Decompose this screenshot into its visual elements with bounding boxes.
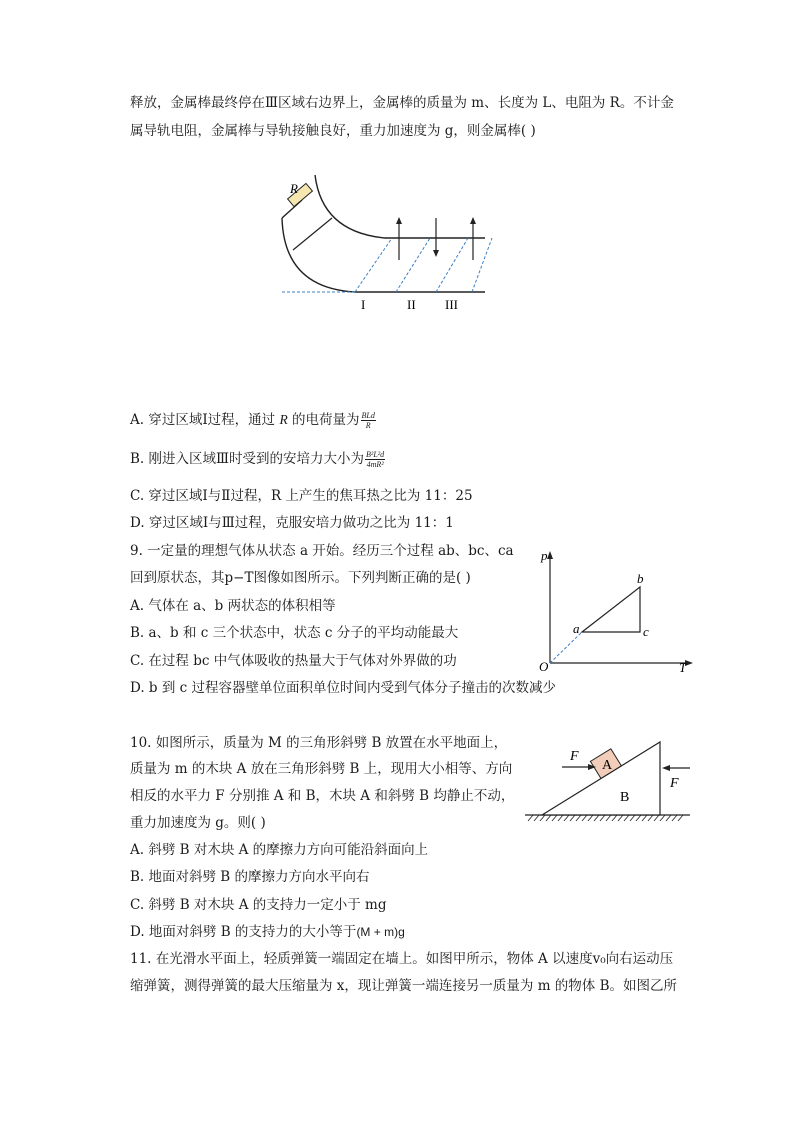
- q10-stem-3: 相反的水平力 F 分别推 A 和 B，木块 A 和斜劈 B 均静止不动，: [130, 788, 515, 804]
- figure-wedge-block: [520, 735, 695, 830]
- t-axis-label: T: [679, 660, 687, 675]
- region-2-label: II: [407, 297, 416, 312]
- wedge-b-label: B: [620, 790, 630, 805]
- q10-option-c: C. 斜劈 B 对木块 A 的支持力一定小于 mg: [130, 897, 387, 913]
- q9-option-c: C. 在过程 bc 中气体吸收的热量大于气体对外界做的功: [130, 653, 457, 669]
- intro-line-1: 释放，金属棒最终停在Ⅲ区域右边界上，金属棒的质量为 m、长度为 L、电阻为 R。不计金: [130, 95, 674, 111]
- region-1-label: I: [361, 297, 366, 312]
- block-a-label: A: [602, 758, 613, 773]
- force-right-arrow-icon: [562, 764, 596, 770]
- figure-rails-magnetic-regions: [270, 170, 500, 320]
- q8-option-a: A. 穿过区域Ⅰ过程，通过 R 的电荷量为 $\frac{\text{BLd}}{R}$: [130, 411, 375, 430]
- q9-stem-1: 9. 一定量的理想气体从状态 a 开始。经历三个过程 ab、bc、ca: [130, 543, 514, 559]
- point-c-label: c: [643, 624, 649, 639]
- q10-stem-4: 重力加速度为 g。则( ): [130, 815, 266, 831]
- region-3-label: III: [445, 297, 458, 312]
- q9-option-d: D. b 到 c 过程容器壁单位面积单位时间内受到气体分子撞击的次数减少: [130, 680, 557, 696]
- intro-line-2: 属导轨电阻，金属棒与导轨接触良好，重力加速度为 g，则金属棒( ): [130, 123, 536, 139]
- q9-stem-2: 回到原状态，其p−T图像如图所示。下列判断正确的是( ): [130, 570, 471, 586]
- point-a-label: a: [573, 621, 580, 636]
- q11-line-2: 缩弹簧，测得弹簧的最大压缩量为 x，现让弹簧一端连接另一质量为 m 的物体 B。如图乙所: [130, 978, 677, 994]
- force-left-label: F: [570, 749, 579, 764]
- force-right-label: F: [670, 776, 679, 791]
- q10-stem-1: 10. 如图所示，质量为 M 的三角形斜劈 B 放置在水平地面上，: [130, 735, 508, 751]
- q8-option-c: C. 穿过区域Ⅰ与Ⅱ过程，R 上产生的焦耳热之比为 11：25: [130, 488, 473, 504]
- q11-line-1: 11. 在光滑水平面上，轻质弹簧一端固定在墙上。如图甲所示，物体 A 以速度v₀向右运动压: [130, 951, 674, 967]
- force-left-arrow-icon: [662, 765, 690, 771]
- point-b-label: b: [637, 571, 644, 586]
- q10-option-a: A. 斜劈 B 对木块 A 的摩擦力方向可能沿斜面向上: [130, 842, 429, 858]
- q9-option-a: A. 气体在 a、b 两状态的体积相等: [130, 598, 336, 614]
- q9-option-b: B. a、b 和 c 三个状态中，状态 c 分子的平均动能最大: [130, 625, 459, 641]
- figure-p-t-diagram: [535, 545, 695, 675]
- p-axis-label: p: [541, 548, 548, 563]
- q10-stem-2: 质量为 m 的木块 A 放在三角形斜劈 B 上，现用大小相等、方向: [130, 761, 513, 777]
- q8-option-d: D. 穿过区域Ⅰ与Ⅲ过程，克服安培力做功之比为 11：1: [130, 515, 454, 531]
- resistor-label: R: [290, 181, 298, 196]
- q10-option-d: D. 地面对斜劈 B 的支持力的大小等于(M + m)g: [130, 924, 405, 940]
- q8-option-b: B. 刚进入区域Ⅲ时受到的安培力大小为 $\frac{\text{B²L²d}}{\text{4mR²}}$: [130, 450, 385, 469]
- origin-label: O: [539, 659, 549, 674]
- q10-option-b: B. 地面对斜劈 B 的摩擦力方向水平向右: [130, 869, 370, 885]
